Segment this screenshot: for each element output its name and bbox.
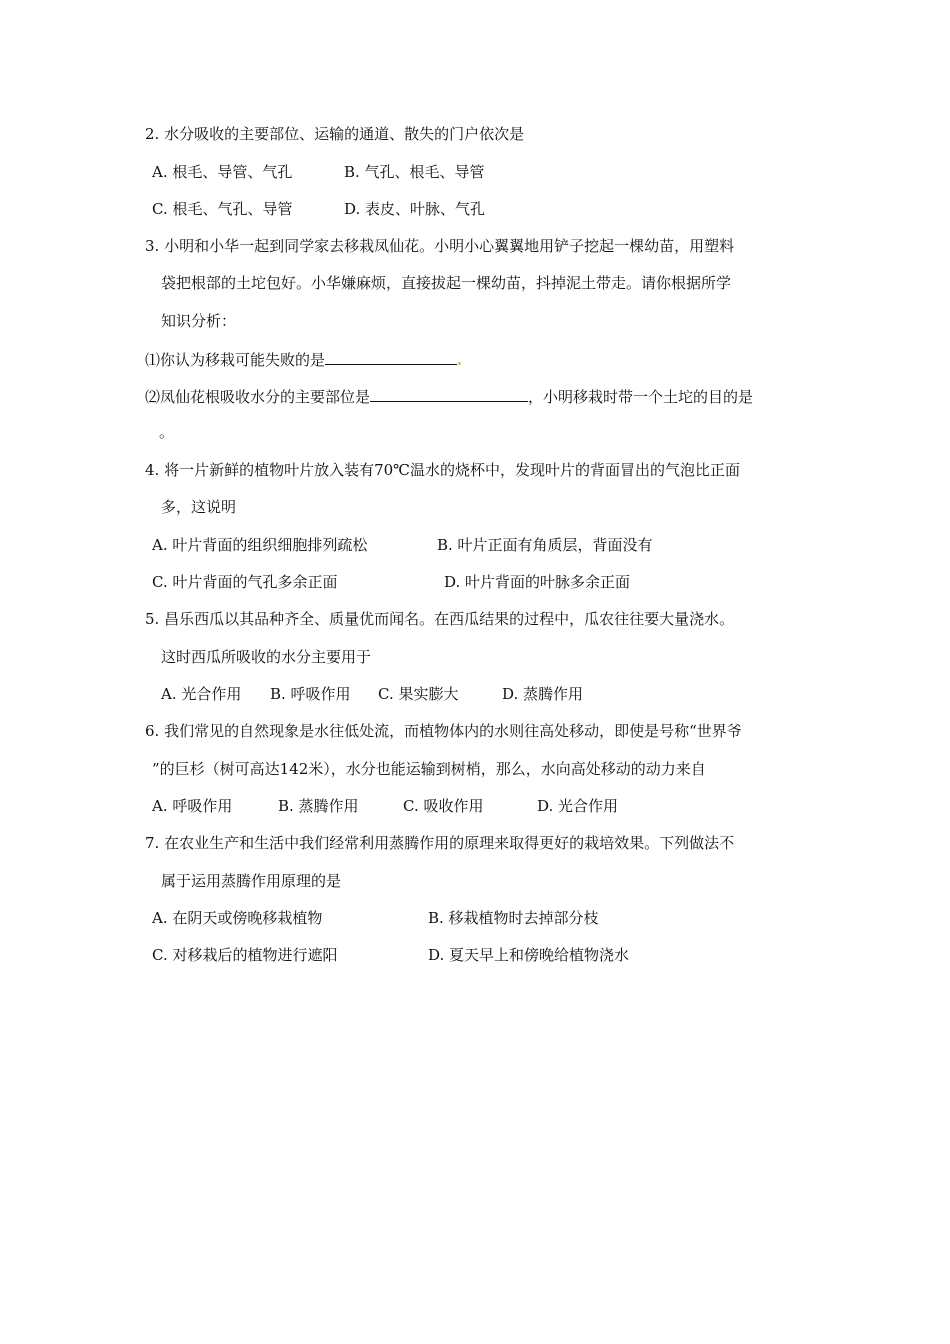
q7-stem-line1: 7. 在农业生产和生活中我们经常利用蒸腾作用的原理来取得更好的栽培效果。下列做法不 [145,834,735,852]
q3-subquestion-1 [145,348,462,370]
q3-sub2-number: ⑵ [145,388,161,406]
q2-option-c: C. 根毛、气孔、导管 [152,200,293,218]
q4-option-b: B. 叶片正面有角质层，背面没有 [437,536,653,554]
q7-option-b: B. 移栽植物时去掉部分枝 [428,909,599,927]
q7-option-a: A. 在阴天或傍晚移栽植物 [152,909,323,927]
q6-option-b: B. 蒸腾作用 [278,797,359,815]
q3-sub2-answer-blank[interactable] [370,385,528,402]
q5-option-b: B. 呼吸作用 [270,685,351,703]
q4-option-c: C. 叶片背面的气孔多余正面 [152,573,338,591]
q7-option-d: D. 夏天早上和傍晚给植物浇水 [428,946,630,964]
q3-stem-line3: 知识分析： [161,312,237,330]
q5-stem-line2: 这时西瓜所吸收的水分主要用于 [161,648,372,666]
q3-sub2-text-b: ，小明移栽时带一个土坨的目的是 [528,388,754,406]
q3-sub1-text: 你认为移栽可能失败的是 [160,351,326,369]
q5-option-a: A. 光合作用 [161,685,242,703]
q4-option-d: D. 叶片背面的叶脉多余正面 [444,573,631,591]
q6-option-c: C. 吸收作用 [403,797,484,815]
q3-stem-line2: 袋把根部的土坨包好。小华嫌麻烦，直接拔起一棵幼苗，抖掉泥土带走。请你根据所学 [161,274,732,292]
q2-option-a: A. 根毛、导管、气孔 [152,163,293,181]
q2-stem: 2. 水分吸收的主要部位、运输的通道、散失的门户依次是 [145,125,525,143]
q6-option-d: D. 光合作用 [537,797,619,815]
q7-stem-line2: 属于运用蒸腾作用原理的是 [161,872,342,890]
q7-option-c: C. 对移栽后的植物进行遮阳 [152,946,338,964]
q4-stem-line2: 多，这说明 [161,498,237,516]
q6-stem-line2: ”的巨杉（树可高达142米），水分也能运输到树梢，那么，水向高处移动的动力来自 [152,760,706,778]
q3-stem-line1: 3. 小明和小华一起到同学家去移栽凤仙花。小明小心翼翼地用铲子挖起一棵幼苗，用塑料 [145,237,735,255]
q4-option-a: A. 叶片背面的组织细胞排列疏松 [152,536,368,554]
q3-sub2-end-mark: 。 [159,423,175,441]
q5-stem-line1: 5. 昌乐西瓜以其品种齐全、质量优而闻名。在西瓜结果的过程中，瓜农往往要大量浇水。 [145,610,735,628]
q5-option-c: C. 果实膨大 [378,685,459,703]
q4-stem-line1: 4. 将一片新鲜的植物叶片放入装有70℃温水的烧杯中，发现叶片的背面冒出的气泡比正面 [145,461,740,479]
q3-sub2-text-a: 凤仙花根吸收水分的主要部位是 [160,388,371,406]
mark-dot [458,362,461,365]
q6-option-a: A. 呼吸作用 [152,797,233,815]
q2-option-d: D. 表皮、叶脉、气孔 [344,200,486,218]
q3-sub1-answer-blank[interactable] [325,348,457,365]
q5-option-d: D. 蒸腾作用 [502,685,584,703]
q3-subquestion-2 [145,385,753,407]
q2-option-b: B. 气孔、根毛、导管 [344,163,485,181]
q6-stem-line1: 6. 我们常见的自然现象是水往低处流，而植物体内的水则往高处移动，即使是号称“世界爷 [145,722,742,740]
q3-sub1-number: ⑴ [145,351,161,369]
